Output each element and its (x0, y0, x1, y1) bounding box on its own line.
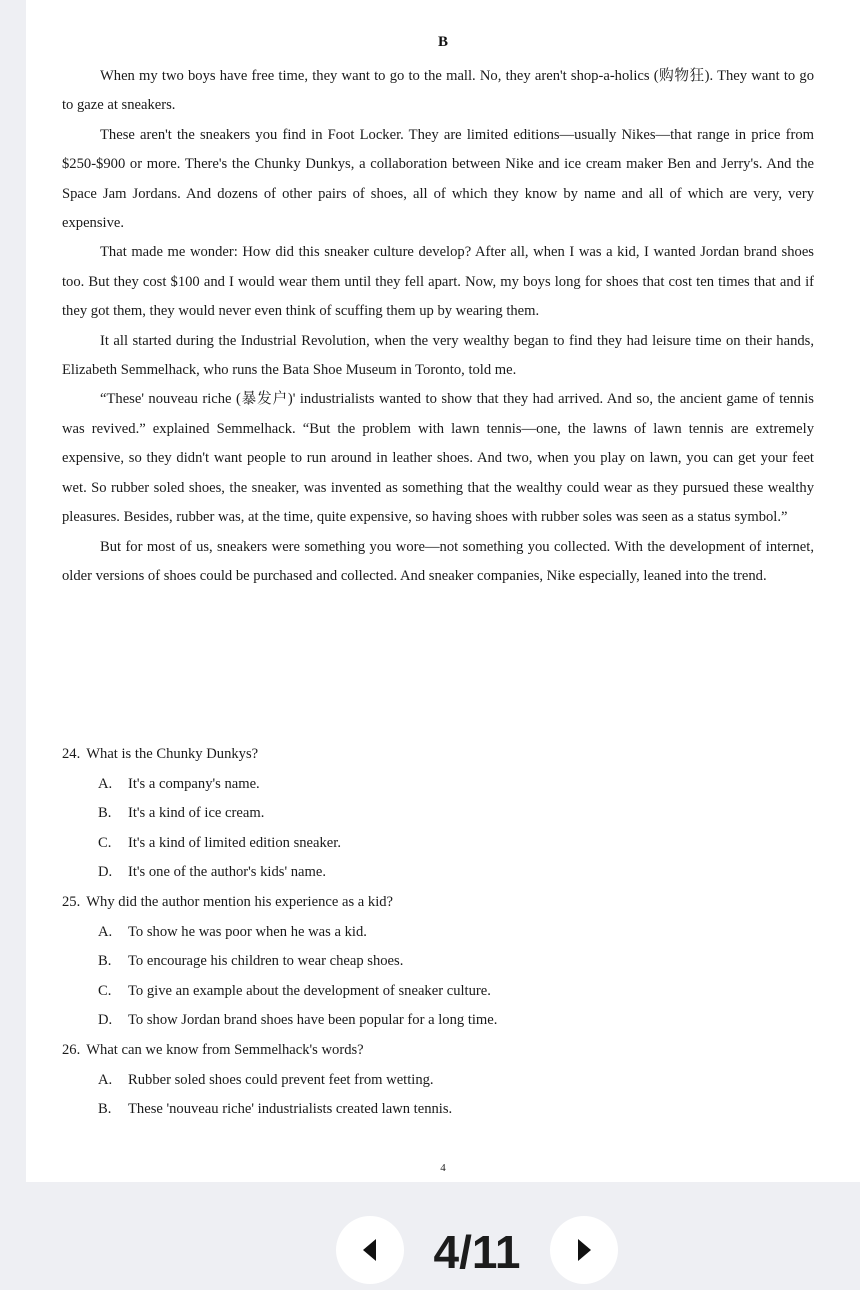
option-letter: D. (98, 1012, 113, 1029)
option-text: It's one of the author's kids' name. (128, 864, 326, 881)
answer-option (62, 1066, 814, 1096)
triangle-left-icon (360, 1237, 380, 1263)
question-number: 24. (62, 746, 81, 762)
answer-option (62, 858, 814, 888)
section-heading: B (437, 34, 448, 50)
option-letter: C. (98, 982, 112, 999)
document-page (26, 0, 860, 1182)
page-indicator: 4/11 (433, 1226, 521, 1278)
answer-option (62, 799, 814, 829)
next-page-button[interactable] (550, 1216, 618, 1284)
answer-option (62, 770, 814, 800)
question-stem (62, 740, 814, 770)
question-number: 26. (62, 1041, 81, 1058)
option-text: It's a kind of limited edition sneaker. (128, 834, 341, 851)
article-paragraph: That made me wonder: How did this sneaker culture develop? After all, when I was a kid, I wanted Jordan brand shoes too. But they cost $100 and I would wear them until they fell apart. Now, my boys long for shoes that cost ten times that and if they got them, they would never even think of scuffing them up by wearing them. (62, 244, 814, 320)
article-paragraph: “These' nouveau riche (暴发户)' industrialists wanted to show that they had arrived. And so, the ancient game of tennis was revived.” explained Semmelhack. “But the problem with lawn tennis—one, the lawns of lawn tennis are extremely expensive, so they didn't want people to run around in leather shoes. And two, when you play on lawn, you can get your feet wet. So rubber soled shoes, the sneaker, was invented as something that the wealthy could wear as they pursued these wealthy pleasures. Besides, rubber was, at the time, quite expensive, so having shoes with rubber soles was seen as a status symbol.” (62, 391, 814, 526)
option-letter: D. (98, 864, 113, 881)
option-letter: A. (98, 1071, 113, 1088)
question-list (62, 740, 814, 1125)
option-text: To give an example about the development of sneaker culture. (128, 982, 491, 999)
question-stem (62, 1036, 814, 1066)
question-text: Why did the author mention his experience as a kid? (86, 893, 394, 910)
page-navigator (0, 1216, 860, 1286)
answer-option (62, 918, 814, 948)
option-letter: B. (98, 953, 112, 970)
article-paragraph: But for most of us, sneakers were something you wore—not something you collected. With the development of internet, older versions of shoes could be purchased and collected. And sneaker companies, Nike especially, leaned into the trend. (62, 538, 814, 584)
page-number: 4 (440, 1162, 446, 1174)
option-text: It's a company's name. (128, 775, 260, 792)
option-letter: A. (98, 775, 113, 792)
answer-option (62, 977, 814, 1007)
article-paragraph: It all started during the Industrial Revolution, when the very wealthy began to find they had leisure time on their hands, Elizabeth Semmelhack, who runs the Bata Shoe Museum in Toronto, told me. (62, 332, 814, 379)
option-letter: B. (98, 1101, 112, 1118)
answer-option (62, 829, 814, 859)
option-letter: C. (98, 834, 112, 851)
question-text: What is the Chunky Dunkys? (86, 746, 259, 762)
option-text: Rubber soled shoes could prevent feet from wetting. (128, 1071, 434, 1088)
article-paragraph: These aren't the sneakers you find in Foot Locker. They are limited editions—usually Nikes—that range in price from $250-$900 or more. There's the Chunky Dunkys, a collaboration between Nike and ice cream maker Ben and Jerry's. And the Space Jam Jordans. And dozens of other pairs of shoes, all of which they know by name and all of which are very, very expensive. (62, 126, 814, 232)
option-text: These 'nouveau riche' industrialists created lawn tennis. (128, 1101, 453, 1118)
option-text: To encourage his children to wear cheap shoes. (128, 953, 404, 970)
option-text: It's a kind of ice cream. (128, 805, 265, 822)
answer-option (62, 1006, 814, 1036)
answer-option (62, 1095, 814, 1125)
article-body (62, 62, 814, 591)
triangle-right-icon (574, 1237, 594, 1263)
option-text: To show Jordan brand shoes have been popular for a long time. (128, 1012, 498, 1029)
previous-page-button[interactable] (336, 1216, 404, 1284)
option-text: To show he was poor when he was a kid. (128, 923, 367, 940)
answer-option (62, 947, 814, 977)
option-letter: B. (98, 805, 112, 822)
option-letter: A. (98, 923, 113, 940)
article-paragraph: When my two boys have free time, they want to go to the mall. No, they aren't shop-a-holics (购物狂). They want to go to gaze at sneakers. (62, 68, 814, 114)
question-number: 25. (62, 893, 81, 910)
question-stem (62, 888, 814, 918)
question-text: What can we know from Semmelhack's words? (86, 1041, 364, 1058)
